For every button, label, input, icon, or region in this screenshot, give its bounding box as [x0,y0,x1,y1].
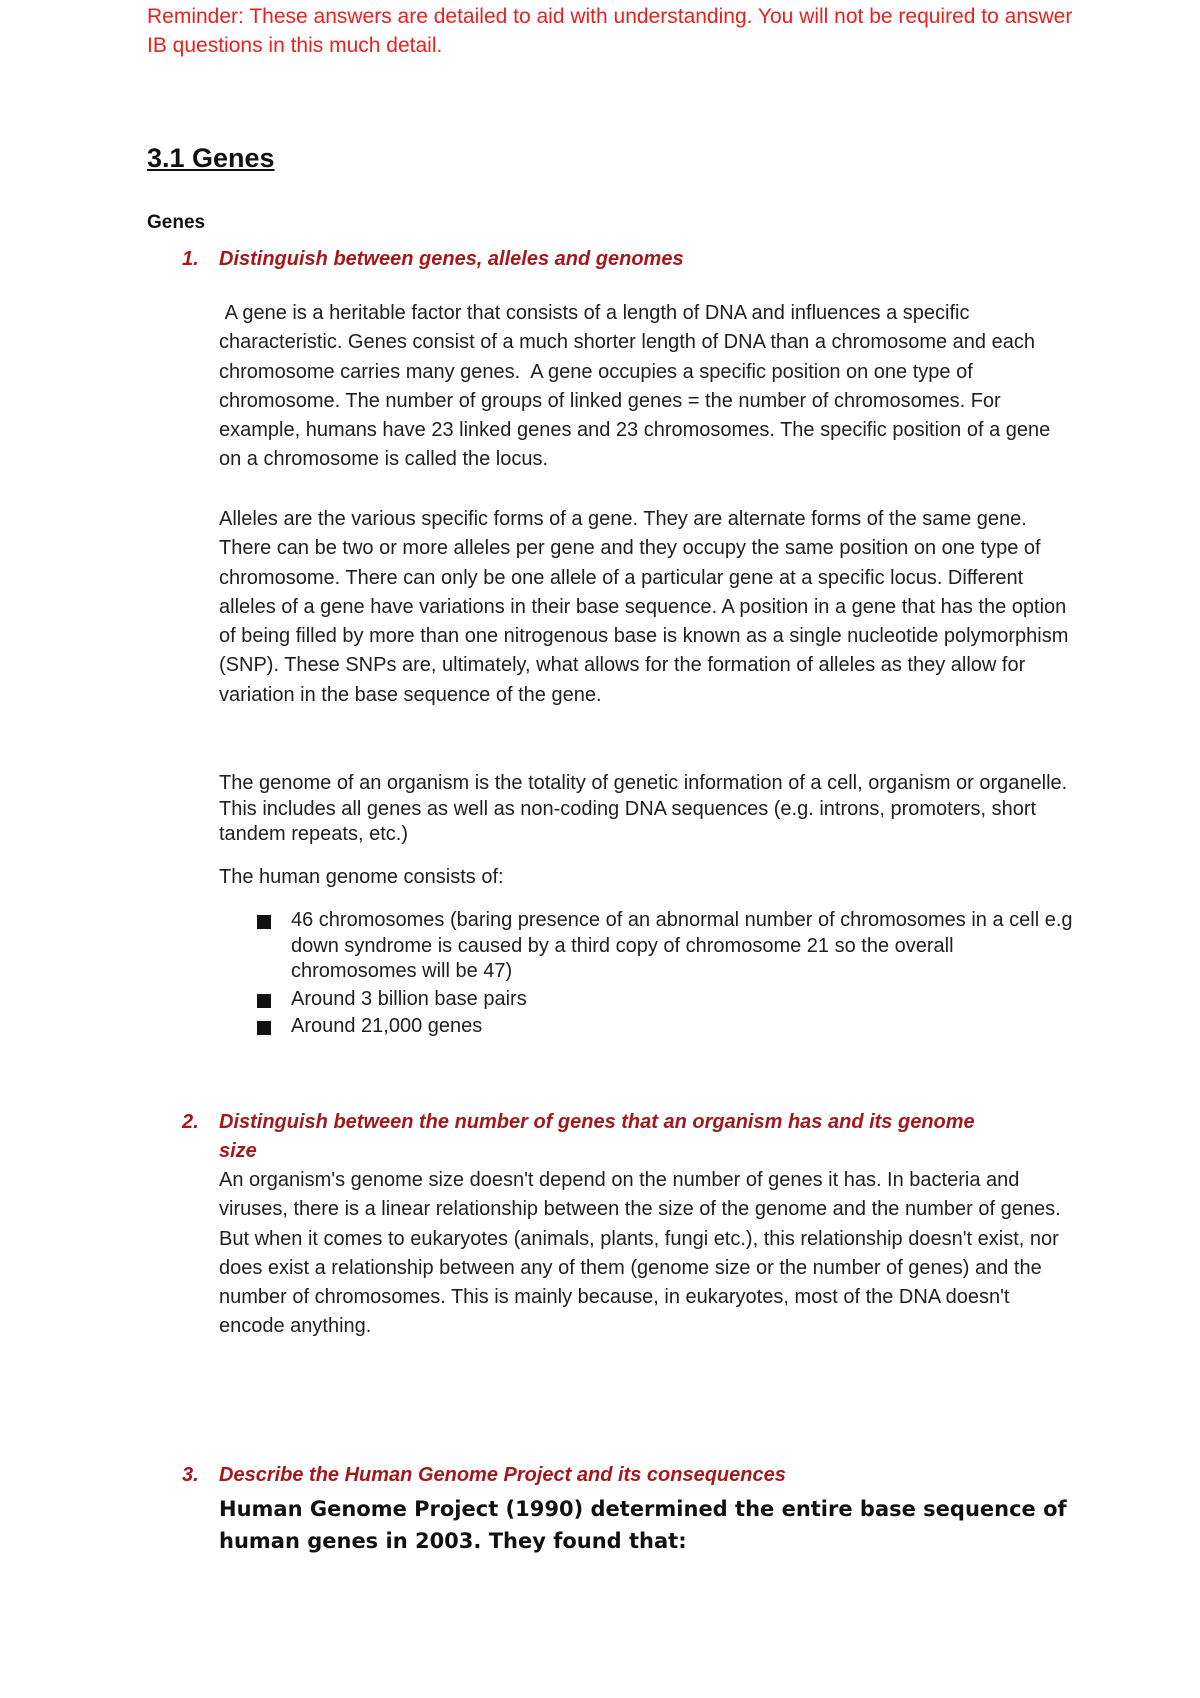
question-title: Describe the Human Genome Project and its consequences [219,1464,786,1486]
square-bullet-icon [257,994,271,1008]
question-number: 3. [182,1464,199,1486]
gene-paragraph: A gene is a heritable factor that consists of a length of DNA and influences a specific characteristic. Genes consist of a much shorter length of DNA than a chromosome and each chromosome carries many genes. A gene occupies a specific position on one type of chromosome. The number of groups of linked genes = the number of chromosomes. For example, humans have 23 linked genes and 23 chromosomes. The specific position of a gene on a chromosome is called the locus. [219,302,1056,471]
hgp-lead: Human Genome Project [219,1497,499,1521]
square-bullet-icon [257,915,271,929]
list-item [255,987,1075,1013]
square-bullet-icon [257,1021,271,1035]
human-genome-project-text [219,1493,1079,1557]
question-number: 1. [182,248,199,270]
question-title: Distinguish between genes, alleles and genomes [219,248,684,270]
human-genome-list [255,908,1075,1040]
section-title: 3.1 Genes [147,143,275,173]
human-genome-intro: The human genome consists of: [219,866,504,888]
list-item-text: Around 3 billion base pairs [291,987,527,1010]
list-item [255,1014,1075,1040]
hgp-body: (1990) determined the entire base sequence of human genes in 2003. They found that: [219,1497,1067,1553]
reminder-note: Reminder: These answers are detailed to aid with understanding. You will not be required to answer IB questions in this much detail. [147,5,1073,57]
genome-paragraph: The genome of an organism is the totality of genetic information of a cell, organism or organelle. This includes all genes as well as non-coding DNA sequences (e.g. introns, promoters, short tandem repeats, etc.) [219,772,1068,845]
alleles-paragraph: Alleles are the various specific forms of a gene. They are alternate forms of the same gene. There can be two or more alleles per gene and they occupy the same position on one type of chromosome. There can only be one allele of a particular gene at a specific locus. Different alleles of a gene have variations in their base sequence. A position in a gene that has the option of being filled by more than one nitrogenous base is known as a single nucleotide polymorphism (SNP). These SNPs are, ultimately, what allows for the formation of alleles as they allow for variation in the base sequence of the gene. [219,508,1069,706]
question-number: 2. [182,1111,199,1133]
list-item-text: Around 21,000 genes [291,1015,483,1037]
question-title: Distinguish between the number of genes that an organism has and its genome size [219,1111,975,1162]
list-item [255,908,1075,985]
genome-size-paragraph: An organism's genome size doesn't depend on the number of genes it has. In bacteria and viruses, there is a linear relationship between the size of the genome and the number of genes. But when it comes to eukaryotes (animals, plants, fungi etc.), this relationship doesn't exist, nor does exist a relationship between any of them (genome size or the number of genes) and the number of chromosomes. This is mainly because, in eukaryotes, most of the DNA doesn't encode anything. [219,1169,1061,1338]
subheading: Genes [147,212,206,233]
list-item-text: 46 chromosomes (baring presence of an abnormal number of chromosomes in a cell e.g down syndrome is caused by a third copy of chromosome 21 so the overall chromosomes will be 47) [291,909,1073,982]
